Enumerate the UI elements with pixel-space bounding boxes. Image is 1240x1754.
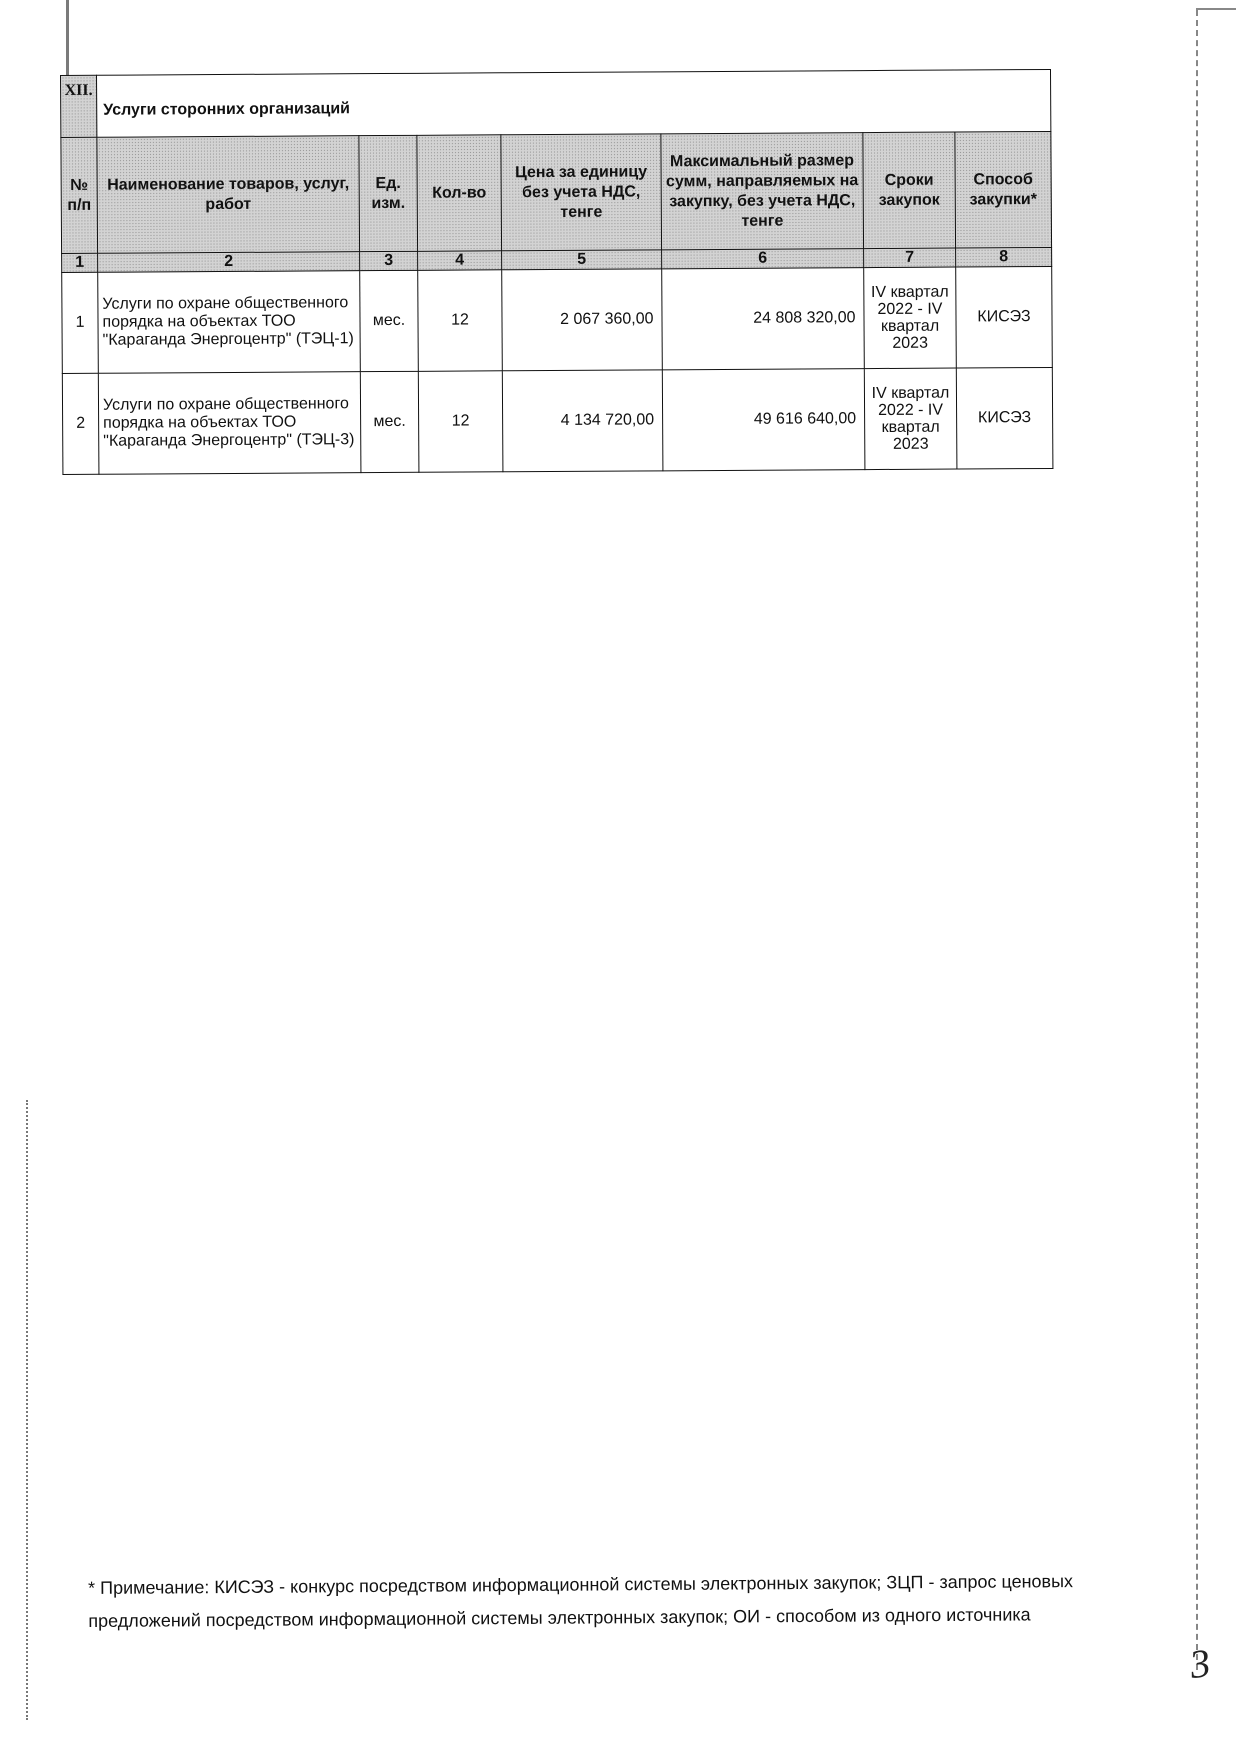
row-price: 2 067 360,00 xyxy=(502,269,663,371)
column-number: 3 xyxy=(360,251,418,270)
scan-edge-mark xyxy=(26,1100,30,1720)
column-number: 8 xyxy=(956,247,1052,267)
column-number: 6 xyxy=(662,249,864,269)
table-row xyxy=(62,367,1053,474)
header-cell-max-sum: Максимальный размер сумм, направляемых на закупку, без учета НДС, тенге xyxy=(661,133,864,250)
column-number: 4 xyxy=(418,251,502,271)
row-method: КИСЭЗ xyxy=(956,266,1053,368)
row-max-sum: 24 808 320,00 xyxy=(662,268,865,370)
row-price: 4 134 720,00 xyxy=(502,370,663,472)
row-unit: мес. xyxy=(360,371,419,472)
footnote: * Примечание: КИСЭЗ - конкурс посредством информационной системы электронных закупок; ЗЦП - запрос ценовых предложений посредством информационной системы электронных закупок; ОИ - способом из одного источника xyxy=(88,1571,1074,1631)
column-number: 1 xyxy=(62,253,98,272)
row-term: IV квартал 2022 - IV квартал 2023 xyxy=(864,368,957,470)
row-qty: 12 xyxy=(418,371,503,473)
row-max-sum: 49 616 640,00 xyxy=(662,369,865,471)
row-name: Услуги по охране общественного порядка на объектах ТОО "Караганда Энергоцентр" (ТЭЦ-1) xyxy=(98,271,361,374)
section-row xyxy=(61,69,1051,137)
page-number: 3 xyxy=(1186,1639,1214,1688)
scan-edge-mark xyxy=(1196,10,1200,1670)
header-cell-num: № п/п xyxy=(61,137,98,253)
header-cell-unit: Ед. изм. xyxy=(359,135,418,251)
header-row xyxy=(61,131,1052,253)
header-cell-name: Наименование товаров, услуг, работ xyxy=(97,136,360,254)
row-name: Услуги по охране общественного порядка на объектах ТОО "Караганда Энергоцентр" (ТЭЦ-3) xyxy=(98,372,361,475)
row-number: 1 xyxy=(62,272,99,373)
section-title: Услуги сторонних организаций xyxy=(97,69,1051,137)
row-qty: 12 xyxy=(418,270,503,372)
header-cell-price: Цена за единицу без учета НДС, тенге xyxy=(501,134,662,251)
column-number: 2 xyxy=(98,252,360,273)
column-number: 7 xyxy=(864,248,956,268)
column-number: 5 xyxy=(502,250,662,270)
section-number: XII. xyxy=(61,75,97,137)
header-cell-term: Сроки закупок xyxy=(863,132,956,249)
row-term: IV квартал 2022 - IV квартал 2023 xyxy=(864,267,957,369)
header-cell-method: Способ закупки* xyxy=(955,131,1052,248)
procurement-table xyxy=(60,69,1053,475)
header-cell-qty: Кол-во xyxy=(417,135,502,252)
row-unit: мес. xyxy=(360,270,419,371)
scan-edge-mark xyxy=(1196,8,1236,10)
table-row xyxy=(62,266,1053,373)
row-number: 2 xyxy=(62,373,99,474)
row-method: КИСЭЗ xyxy=(956,367,1053,469)
